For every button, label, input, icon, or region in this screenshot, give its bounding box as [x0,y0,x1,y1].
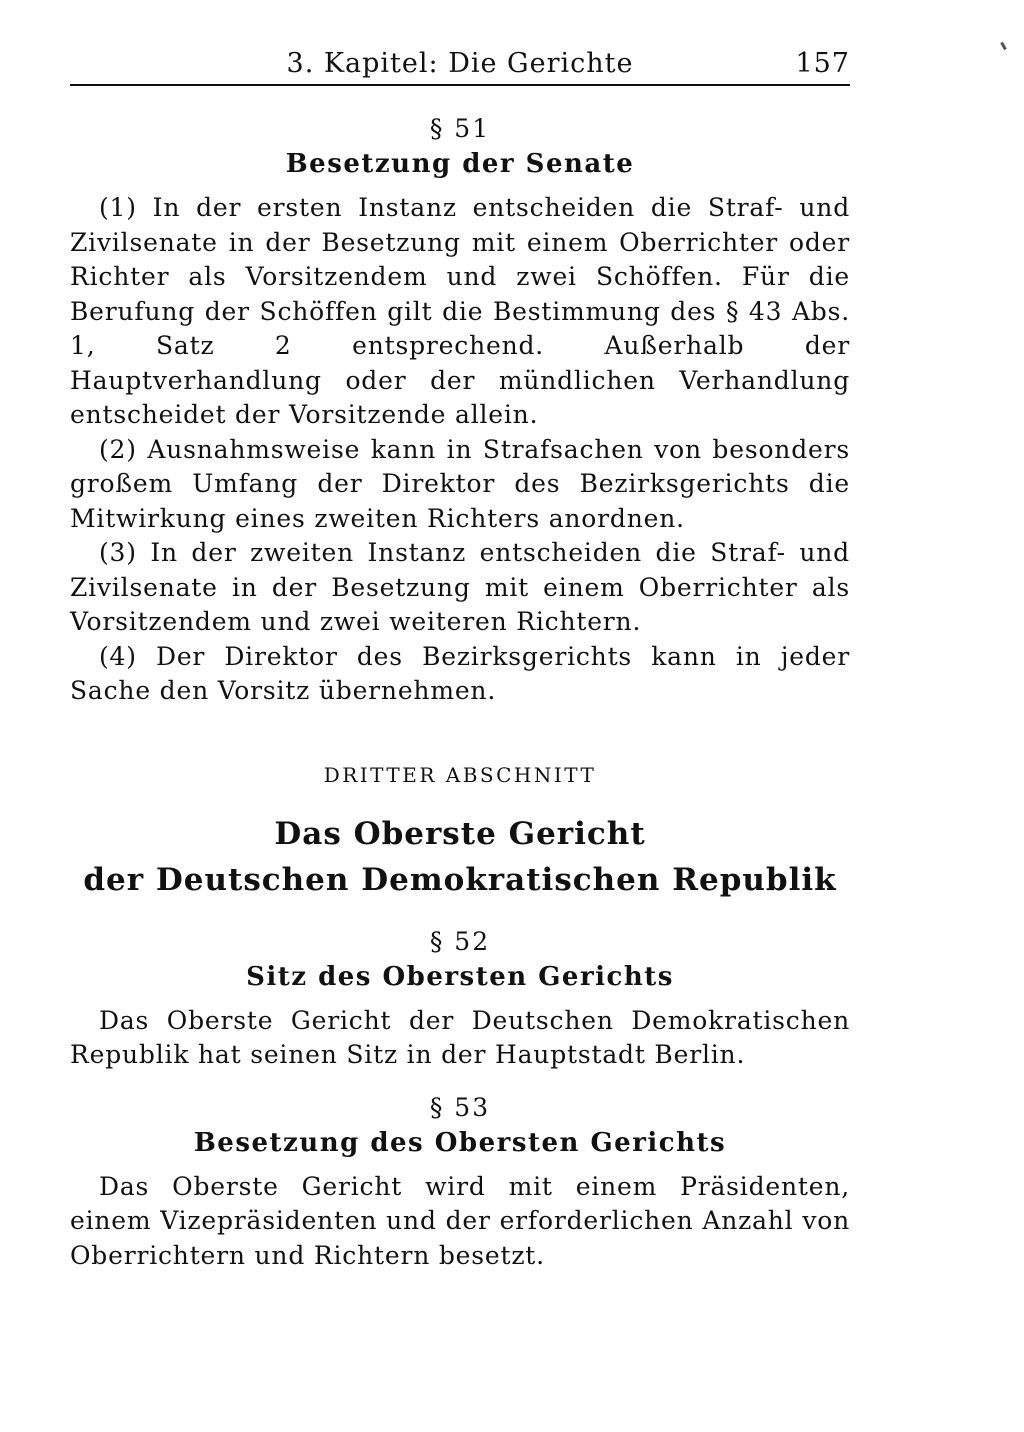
page-number: 157 [795,48,850,79]
section-51-paragraph-4: (4) Der Direktor des Bezirksgerichts kann in jeder Sache den Vorsitz übernehmen. [70,641,850,705]
page [70,40,850,1273]
part-title-line-1: Das Oberste Gericht [274,815,646,852]
section-51-title: Besetzung der Senate [285,149,635,179]
section-53-title: Besetzung des Obersten Gerichts [193,1127,727,1158]
scan-mark [1000,42,1007,50]
section-52 [70,927,850,1073]
section-51-paragraph-3: (3) In der zweiten Instanz entscheiden die Straf- und Zivilsenate in der Besetzung mit einem Oberrichter als Vorsitzendem und zwei weiteren Richtern. [70,538,850,636]
running-head [70,40,850,80]
spacer [70,1073,850,1093]
section-51 [70,114,850,709]
section-51-paragraph-2: (2) Ausnahmsweise kann in Strafsachen von besonders großem Umfang der Direktor des Bezirksgerichts die Mitwirkung eines zweiten Richters anordnen. [70,434,850,533]
section-52-title: Sitz des Obersten Gerichts [246,961,674,992]
section-52-number: § 52 [429,926,491,956]
section-51-number: § 51 [429,114,491,143]
section-51-paragraph-1: (1) In der ersten Instanz entscheiden die Straf- und Zivilsenate in der Besetzung mit einem Oberrichter oder Richter als Vorsitzendem und zwei Schöffen. Für die Berufung der Schöffen gilt die Bestimmung des § 43 Abs. 1, Satz 2 entsprechend. Außerhalb der Hauptverhandlung oder der mündlichen Verhandlung entscheidet der Vorsitzende allein. [70,193,850,429]
header-rule [70,84,850,86]
part-title-line-2: der Deutschen Demokratischen Republik [83,861,837,898]
section-53 [70,1093,850,1274]
section-52-paragraph-1: Das Oberste Gericht der Deutschen Demokratischen Republik hat seinen Sitz in der Hauptstadt Berlin. [70,1005,850,1069]
running-title: 3. Kapitel: Die Gerichte [286,48,634,79]
section-53-number: § 53 [429,1092,491,1122]
part-label: DRITTER ABSCHNITT [323,762,597,787]
part-title [70,811,850,903]
section-53-paragraph-1: Das Oberste Gericht wird mit einem Präsidenten, einem Vizepräsidenten und der erforderlichen Anzahl von Oberrichtern und Richtern besetzt. [70,1171,850,1270]
